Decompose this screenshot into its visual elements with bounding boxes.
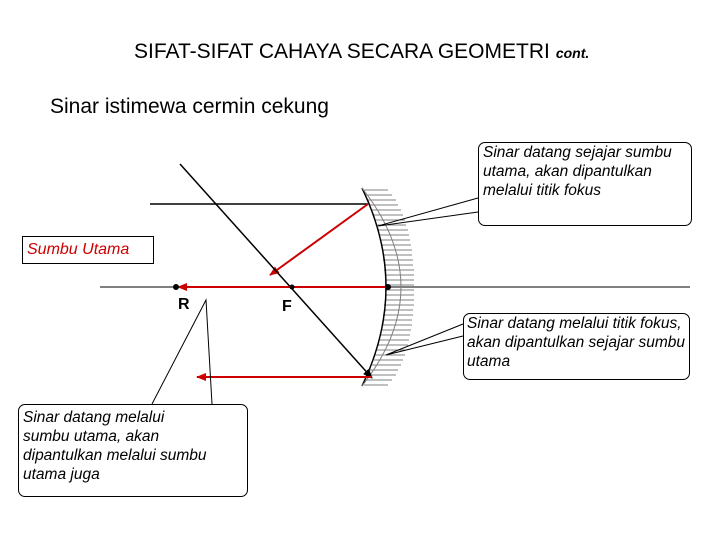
title-cont: cont.: [555, 45, 590, 61]
title-text: SIFAT-SIFAT CAHAYA SECARA GEOMETRI: [134, 40, 550, 63]
section-subtitle: Sinar istimewa cermin cekung: [50, 95, 329, 118]
point-f-marker: [290, 285, 295, 290]
point-r-label: R: [178, 296, 190, 313]
callout-center-line-4: utama juga: [23, 466, 100, 483]
callout-center-line-3: dipantulkan melalui sumbu: [23, 447, 207, 464]
point-f-label: F: [282, 298, 292, 315]
principal-axis-label: Sumbu Utama: [22, 236, 154, 264]
point-r-marker: [173, 284, 179, 290]
callout-center-line-2: sumbu utama, akan: [23, 428, 160, 445]
pointer-parallel: [378, 198, 478, 226]
callout-focus-ray: Sinar datang melalui titik fokus, akan dipantulkan sejajar sumbu utama: [463, 313, 690, 380]
callout-pointers: [152, 198, 478, 404]
callout-center-line-1: Sinar datang melalui: [23, 409, 165, 426]
mirror-vertex-marker: [385, 284, 391, 290]
ray-parallel-reflected: [270, 204, 368, 275]
callout-center-ray: [18, 404, 248, 497]
pointer-center: [152, 300, 212, 404]
callout-parallel-ray: Sinar datang sejajar sumbu utama, akan dipantulkan melalui titik fokus: [478, 142, 692, 226]
